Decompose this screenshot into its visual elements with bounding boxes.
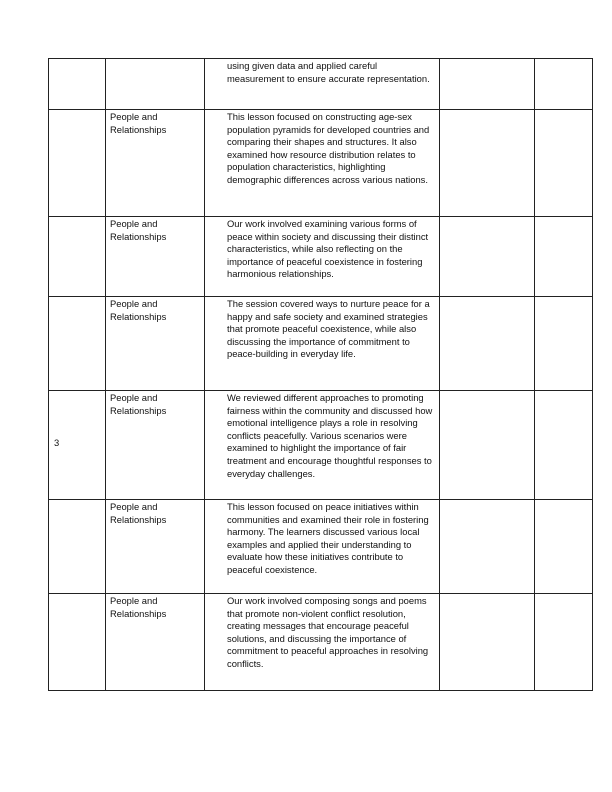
empty-cell — [440, 59, 535, 110]
strand-label: People and Relationships — [110, 298, 167, 322]
lesson-description-cell: using given data and applied careful measurement to ensure accurate representation. — [205, 59, 440, 110]
week-cell — [49, 297, 106, 391]
empty-cell — [535, 391, 593, 500]
week-cell — [49, 500, 106, 594]
table-row — [49, 217, 593, 297]
empty-cell — [440, 297, 535, 391]
empty-cell — [440, 391, 535, 500]
week-cell — [49, 110, 106, 217]
table-row — [49, 500, 593, 594]
lesson-description-cell: The session covered ways to nurture peace for a happy and safe society and examined strategies that promote peaceful coexistence, while also discussing the importance of commitment to peace-building in everyday life. — [205, 297, 440, 391]
empty-cell — [535, 217, 593, 297]
lesson-description-cell: We reviewed different approaches to promoting fairness within the community and discussed how emotional intelligence plays a role in resolving conflicts peacefully. Various scenarios were examined to highlight the importance of fair treatment and encourage thoughtful responses to everyday challenges. — [205, 391, 440, 500]
strand-cell — [106, 59, 205, 110]
strand-cell — [106, 217, 205, 297]
lesson-record-table — [48, 58, 593, 691]
table-row — [49, 594, 593, 691]
strand-label: People and Relationships — [110, 595, 167, 619]
lesson-description-cell: Our work involved examining various forms of peace within society and discussing their distinct characteristics, while also reflecting on the importance of peaceful coexistence in fostering harmonious relationships. — [205, 217, 440, 297]
empty-cell — [535, 594, 593, 691]
empty-cell — [535, 59, 593, 110]
strand-cell — [106, 110, 205, 217]
week-cell — [49, 217, 106, 297]
week-number-cell: 3 — [49, 391, 106, 500]
strand-cell — [106, 297, 205, 391]
table-row — [49, 391, 593, 500]
table-row — [49, 110, 593, 217]
strand-label: People and Relationships — [110, 501, 167, 525]
lesson-description-cell: This lesson focused on peace initiatives within communities and examined their role in fostering harmony. The learners discussed various local examples and applied their understanding to evaluate how these initiatives contribute to peaceful coexistence. — [205, 500, 440, 594]
empty-cell — [440, 217, 535, 297]
strand-cell — [106, 500, 205, 594]
lesson-description-cell: Our work involved composing songs and poems that promote non-violent conflict resolution, creating messages that encourage peaceful solutions, and discussing the importance of commitment to peaceful approaches in resolving conflicts. — [205, 594, 440, 691]
strand-label: People and Relationships — [110, 392, 167, 416]
strand-cell — [106, 391, 205, 500]
strand-label: People and Relationships — [110, 111, 167, 135]
table-row — [49, 297, 593, 391]
empty-cell — [440, 500, 535, 594]
table-row — [49, 59, 593, 110]
strand-label: People and Relationships — [110, 218, 167, 242]
week-cell — [49, 594, 106, 691]
empty-cell — [535, 110, 593, 217]
strand-cell — [106, 594, 205, 691]
lesson-description-cell: This lesson focused on constructing age-sex population pyramids for developed countries and comparing their shapes and structures. It also examined how resource distribution relates to population characteristics, highlighting demographic differences across various nations. — [205, 110, 440, 217]
week-cell — [49, 59, 106, 110]
empty-cell — [440, 110, 535, 217]
empty-cell — [440, 594, 535, 691]
empty-cell — [535, 297, 593, 391]
empty-cell — [535, 500, 593, 594]
